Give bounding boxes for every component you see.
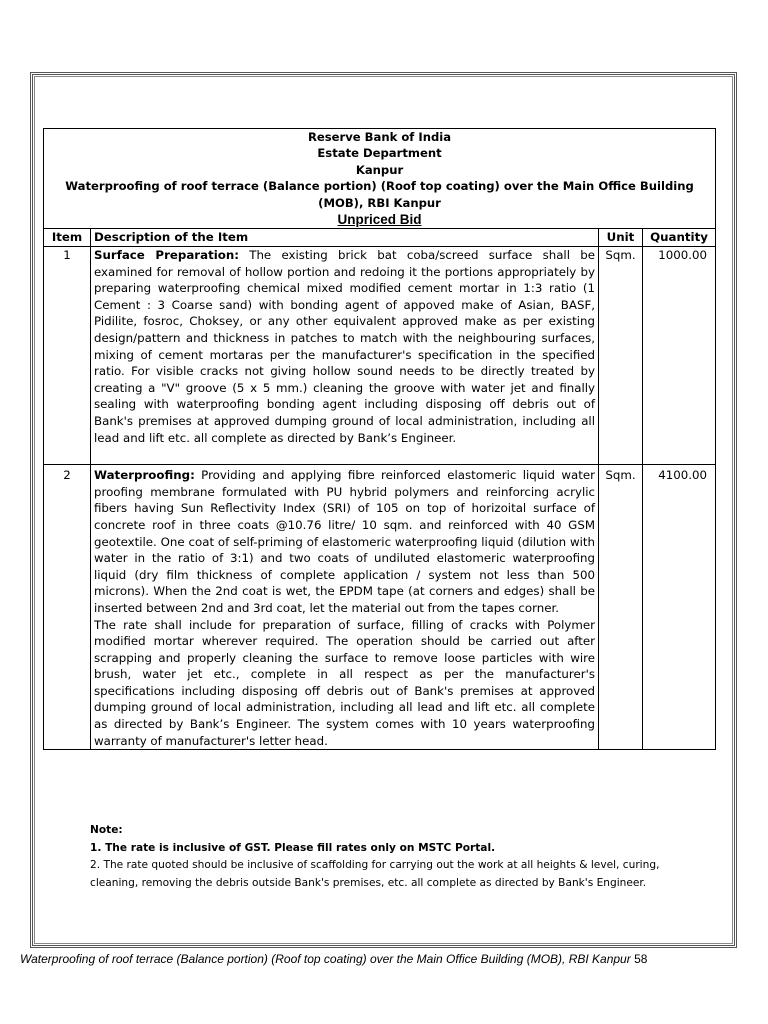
table-header-row xyxy=(44,129,716,229)
column-header-row xyxy=(44,229,716,247)
footer-text: Waterproofing of roof terrace (Balance portion) (Roof top coating) over the Main Office Building (MOB), RBI Kanpur xyxy=(20,952,631,966)
item-unit: Sqm. xyxy=(599,247,643,447)
department-name: Estate Department xyxy=(317,146,442,161)
document-header xyxy=(44,129,716,229)
note-2: 2. The rate quoted should be inclusive of scaffolding for carrying out the work at all heights & level, curing, cleaning, removing the debris outside Bank's premises, etc. all complete as directed by Bank's Engineer. xyxy=(90,859,660,889)
page-number: 58 xyxy=(634,952,648,966)
item-quantity: 1000.00 xyxy=(643,247,716,447)
item-text: The existing brick bat coba/screed surface shall be examined for removal of hollow portion and redoing it the portions appropriately by preparing waterproofing chemical mixed modified cement mortar in 1:3 ratio (1 Cement : 3 Coarse sand) with bonding agent of appoved make of Asian, BASF, Pidilite, fosroc, Choksey, or any other equivalent approved make as per existing design/pattern and thickness in patches to match with the neighbouring surfaces, mixing of cement mortaras per the manufacturer's specification in the specified ratio. For visible cracks not giving hollow sound needs to be directly treated by creating a "V" groove (5 x 5 mm.) cleaning the groove with water jet and finally sealing with waterproofing bonding agent including disposing off debris out of Bank's premises at approved dumping ground of local administration, including all lead and lift etc. all complete as directed by Bank’s Engineer. xyxy=(94,248,595,445)
item-lead: Waterproofing: xyxy=(94,468,195,483)
item-text-continued: The rate shall include for preparation of surface, filling of cracks with Polymer modified mortar wherever required. The operation should be carried out after scrapping and properly cleaning the surface to remove loose particles with wire brush, water jet etc., complete in all respect as per the manufacturer's specifications including disposing off debris out of Bank's premises at approved dumping ground of local administration, including all lead and lift etc. all complete as directed by Bank’s Engineer. The system comes with 10 years waterproofing warranty of manufacturer's letter head. xyxy=(94,617,595,748)
item-unit: Sqm. xyxy=(599,465,643,750)
col-quantity-header: Quantity xyxy=(643,229,716,247)
item-number: 1 xyxy=(44,247,91,447)
item-number: 2 xyxy=(44,465,91,750)
table-row xyxy=(44,465,716,750)
col-item-header: Item xyxy=(44,229,91,247)
row-spacer xyxy=(44,446,716,465)
notes-title: Note: xyxy=(90,824,123,836)
org-name: Reserve Bank of India xyxy=(307,130,452,144)
bid-type-title: Unpriced Bid xyxy=(337,212,422,228)
item-description xyxy=(91,465,599,750)
bid-table xyxy=(43,128,716,750)
col-description-header: Description of the Item xyxy=(91,229,599,247)
item-description xyxy=(91,247,599,447)
work-title: Waterproofing of roof terrace (Balance portion) (Roof top coating) over the Main Office Building (MOB), RBI Kanpur xyxy=(65,179,694,210)
note-1: 1. The rate is inclusive of GST. Please fill rates only on MSTC Portal. xyxy=(90,841,496,854)
item-lead: Surface Preparation: xyxy=(94,248,239,263)
page-footer xyxy=(20,952,720,966)
item-quantity: 4100.00 xyxy=(643,465,716,750)
notes-section xyxy=(90,822,694,892)
col-unit-header: Unit xyxy=(599,229,643,247)
table-row xyxy=(44,247,716,447)
item-text: Providing and applying fibre reinforced elastomeric liquid water proofing membrane formulated with PU hybrid polymers and reinforcing acrylic fibers having Sun Reflectivity Index (SRI) of 105 on top of horizoital surface of concrete roof in three coats @10.76 litre/ 10 sqm. and reinforced with 40 GSM geotextile. One coat of self-priming of elastomeric waterproofing liquid (dilution with water in the ratio of 3:1) and two coats of undiluted elastomeric waterproofing liquid (dry film thickness of complete application / system not less than 500 microns). When the 2nd coat is wet, the EPDM tape (at corners and edges) shall be inserted between 2nd and 3rd coat, let the material out from the tapes corner. xyxy=(94,468,595,615)
city-name: Kanpur xyxy=(355,162,404,177)
